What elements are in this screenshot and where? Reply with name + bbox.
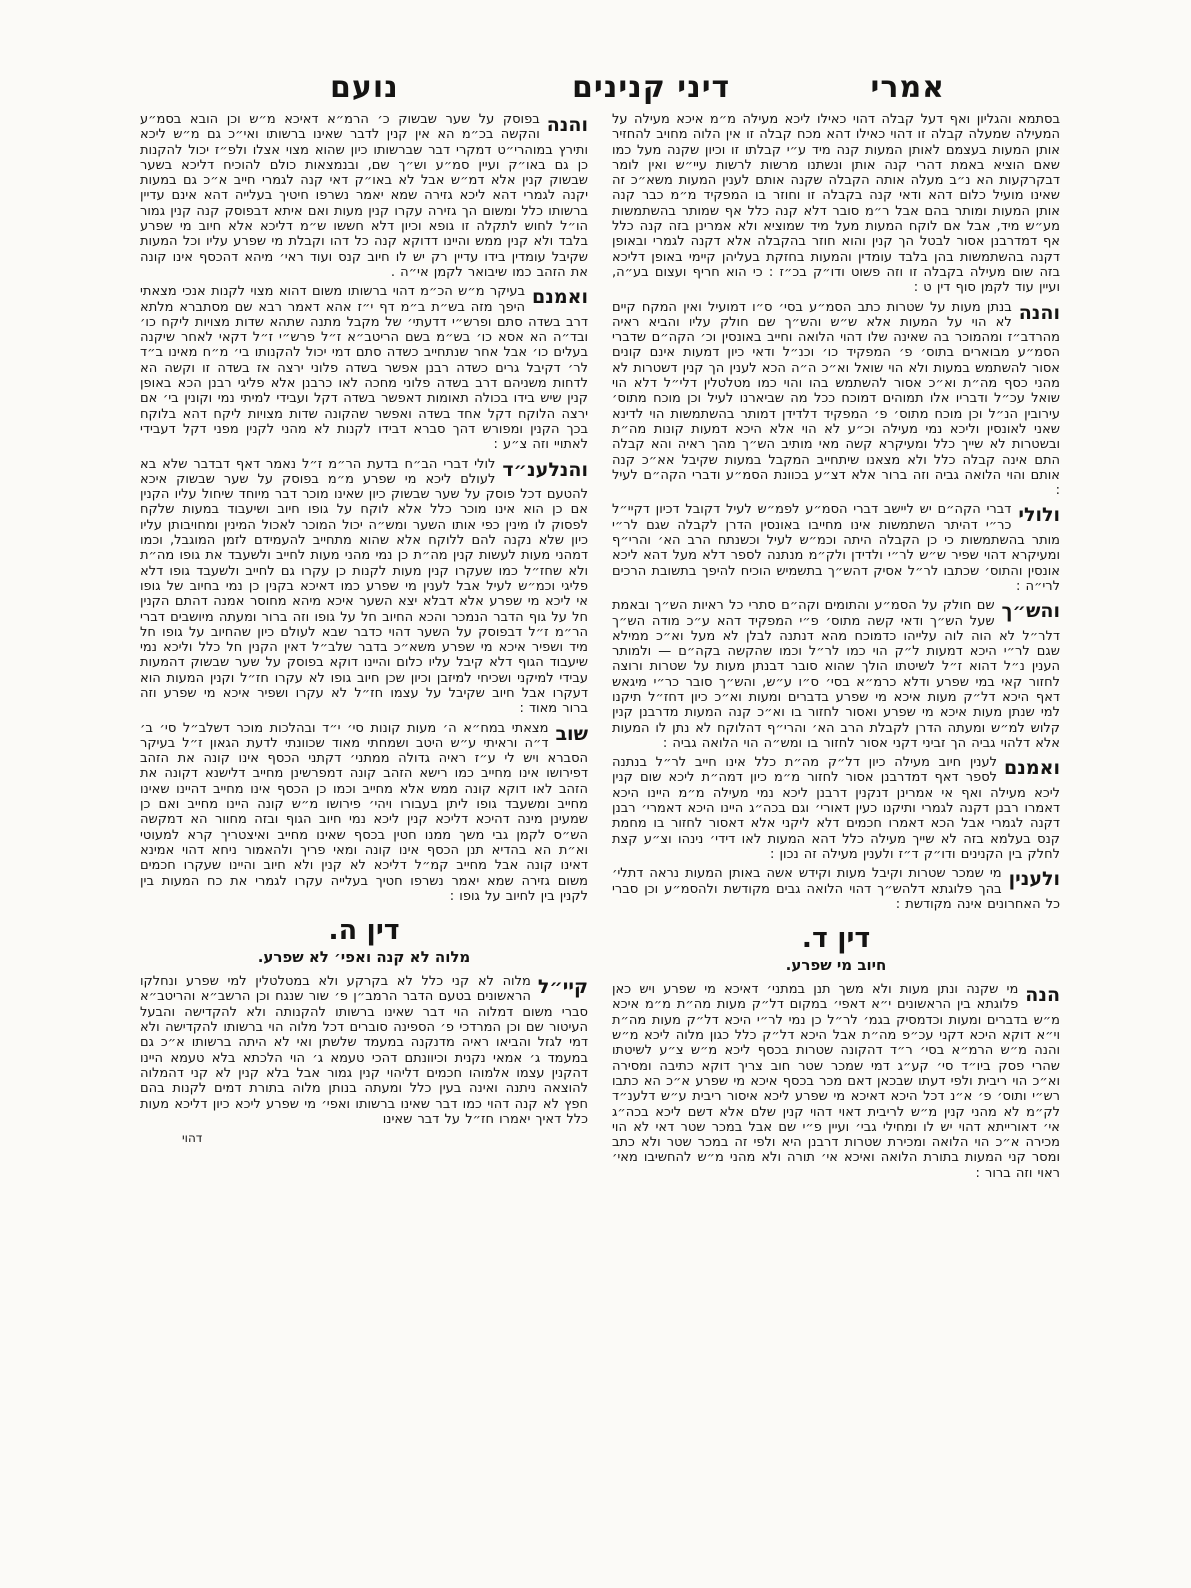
paragraph-text: דברי הקה״ם יש ליישב דברי הסמ״ע לפמ״ש לעיל דקובל דכיון דקיי״ל כר״י דהיתר השתמשות אינו מחייבו באונסין הדרן לקבלה שגם לר״י מותר בהשתמשות כי כן הקבלה היתה וכמ״ש לעיל וכשנתח הרב הא׳ והרי״ף ומעיקרא דהוי שפיר ש״ש לר״י ולדידן ולק״מ מנתנה לספר דלא מעל דהא ליכא אונסין והתוס׳ שכתבו לר״ל אסיק דהש״ך בתשמיש הוכיח להיפך בתשובת הרכים לרי״ה : [612,502,1060,594]
section-subtitle-din-5: מלוה לא קנה ואפי׳ לא שפרע. [257,948,471,967]
catchword: דהוי [182,1131,203,1146]
paragraph-opener: קיי״ל [537,976,588,999]
paragraph-text: מצאתי במח״א ה׳ מעות קונות סי׳ י״ד ובהלכות מוכר דשלב״ל סי׳ ב׳ ד״ה וראיתי ע״ש היטב ושמחתי מאוד שכוונתי לדעת הגאון ז״ל בעיקר הסברא ויש לי ע״ז ראיה גדולה ממתני׳ דקתני הכסף אינו קונה את הזהב דפירושו אינו מחייב כמו רישא הזהב קונה דמפרשינן מחייב דלישנא דקונה את הזהב לאו דוקא קונה ממש אלא מחייב וכמו כן הכסף אינו מחייב דהיינו שאינו מחייב ומשעבד גופו ליתן בעבורו ויהי׳ פירושו מ״ש קונה היינו מחייב ואם כן שמעינן מינה דהיכא דליכא קנין ליכא נמי חיוב הגוף ובזה מחוור הא דמקשה הש״ס לקמן גבי משך ממנו חטין בכסף שאינו מחייב ואיצטריך קרא למעוטי וא״ת הא בהדיא תנן הכסף אינו קונה ומאי פריך ולהאמור ניחא דהוי אמינא דאינו קונה אבל מחייב קמ״ל דליכא לא קנין ולא חיוב והיינו שעקרו חכמים משום גזירה שמא יאמר נשרפו חטיך בעלייה עקרו לגמרי את כח המעות בין לקנין בין לחיוב על גופו : [140,720,588,904]
section-heading-din-4: דין ד. [801,923,871,955]
paragraph [140,284,588,452]
paragraph-text: בסתמא והגליון ואף דעל קבלה דהוי כאילו ליכא מעילה מ״מ איכא מעילה על המעילה שמעלה קבלה זו דהוי כאילו דהא מכח קבלה זו אין הלוה מחויב להחזיר אותן המעות בעצמם לאותן המעות קנה מיד ע״י קבלתו זו וכיון שקנה מעל כמו שאם הוציא באמת דהרי קנה אותן ונשתנו מרשות לרשות עיי״ש ואין לומר דבקרקעות הא נ״ב מעלה אותה הקבלה שקנה אותם לענין המעות משא״כ זה שאינו מועיל כלום דהא ודאי קנה בקבלה זו וחוזר בו המפקיד מ״מ כבר קנה אותן המעות ומותר בהם אבל ר״מ סובר דלא קנה כלל אף שמותר בהשתמשות מע״ש מיד, אבל אם לוקח המעות מעל מיד שמוציא ולא אמרינן בזה קנה כלל אף דמדרבנן אסור לבטל הך קנין והוא חוזר בהקבלה אלא דקנה לגמרי ובאופן דקנה בהשתמשות בהן בלבד עומדין והמעות בחזקת בעליהן קיימי באופן דליכא בזה שום מעילה בקבלה זו וזה פשוט ודו״ק בכ״ז : כי הוא חריף ועצום בע״ה, ועיין עוד לקמן סוף דין ט : [612,112,1060,296]
paragraph-text: מי שקנה ונתן מעות ולא משך תנן במתני׳ דאיכא מי שפרע ויש כאן פלוגתא בין הראשונים י״א דאפי׳ במקום דל״ק מעות מה״ת מ״מ איכא מ״ש בדברים ומעות וכדמסיק בגמ׳ לר״ל כן נמי לר״י היכא דל״ק מעות מה״ת וי״א דוקא היכא דקני עכ״פ מה״ת אבל היכא דל״ק כלל כגון מלוה ליכא מ״ש והנה מ״ש הרמ״א בסי׳ ר״ד דהקונה שטרות בכסף ליכא מ״ש צ״ע לשיטתו שהרי פסק ביו״ד סי׳ קע״ג דמי שמכר שטר חוב צריך דוקא כתיבה ומסירה וא״כ הוי ריבית ולפי דעתו שבכאן דאם מכר בכסף איכא מי שפרע א״כ הא כתבו רש״י ותוס׳ פ׳ א״נ דכל היכא דאיכא מי שפרע ליכא איסור ריבית ע״ש דלענ״ד לק״מ לא מהני קנין מ״ש לריבית דאוי דהוי קנין שלם אלא דשם ליכא בכה״ג אי׳ דאורייתא דהוי יש לו ומחילי גבי׳ ועיין פ״י שם אבל במכר שטר דאי לא הוי מכירה א״כ הוי הלואה ומכירת שטרות דרבנן היא ולפי זה במכר שטר ולא כתב ומסר קני המעות בתורת הלואה ואיכא אי׳ תורה ולא מהני מ״ש להחשיבו מאי׳ ראוי וזה ברור : [612,982,1060,1181]
paragraph [612,866,1060,912]
paragraph-opener: ולענין [1008,868,1060,891]
paragraph-text: לולי דברי הב״ח בדעת הר״מ ז״ל נאמר דאף דבדבר שלא בא לעולם ליכא מי שפרע מ״מ בפוסק על שער שבשוק איכא להטעם דכל פוסק על שער שבשוק כיון שאינו מוכר דבר מיוחד שיחול עליו הקנין אם כן הוא אינו מוכר כלל אלא לוקח על גופו חיוב ושיעבוד במעות שלקח לפסוק לו מינין כפי אותו השער ומש״ה יכול המוכר לאכול המינין ומחויבותן עליו כיון שלא נקנה להם ללוקח אלא שהוא מתחייב להעמידם לזמן המוגבל, וכמו דמהני מעות לעשות קנין מה״ת כן נמי מהני מעות לחייב ולשעבד את גופו מה״ת ולא שחז״ל כמו שעקרו קנין מעות לקנות כן עקרו גם לחייב ולשעבד גופו דלא פליגי וכמ״ש לעיל אבל לענין מי שפרע כמו דאיכא בקנין כן נמי בחיוב של גופו אי ליכא מי שפרע אלא דבלא יצא השער איכא מיהא מחוסר אמנה דהתם הקנין חל על גוף הדבר הנמכר והכא החיוב חל על גופו וזה ברור ומעתה מיושבים דברי הר״מ ז״ל דבפוסק על השער דהוי כדבר שבא לעולם כיון שהחיוב על גופו חל מיד ושפיר איכא מי שפרע משא״כ בדבר שלב״ל דאין הקנין חל כלל וליכא נמי שיעבוד הגוף דלא קיבל עליו כלום והיינו דוקא בפוסק על שער שבשוק דהמעות עבידי למיקני ושכיחי למיזבן וכיון שכן חיוב גופו לא עקרו חז״ל וקנין המעות הוא דעקרו אבל חיוב שקיבל על עצמו חז״ל לא עקרו ושפיר איכא מי שפרע וזה ברור מאוד : [140,456,588,717]
paragraph-text: בעיקר מ״ש הכ״מ דהוי ברשותו משום דהוא מצוי לקנות אנכי מצאתי היפך מזה בש״ת ב״מ דף י״ז אהא דאמר רבא שם מסתברא מלתא דרב בשדה סתם ופרש״י דדעתי׳ של מקבל מתנה שתהא שדות מצויות ליקח כו׳ ובד״ה הא אסא כו׳ בש״מ בשם הריטב״א ז״ל פרש״י ז״ל דקאי לאחר שיקנה בעלים כו׳ אבל אחר שנתחייב כשדה סתם דמי יכול להקנותו בי׳ מ״ח מאינו ב״ד לר׳ דקיבל גרים כשדה רבנן אפשר בשדה פלוני ירצה אז בשדה זו וקשה הא לדחות משניהם דרב בשדה פלוני מחכה לאו כרבנן אלא פליגי רבנן הכא באופן קנין שיש בידו בכולה תאומות דאפשר בשדה דקל ועבידי למיתי נמי וקונין בי׳ אם ירצה הלוקח דקל אחד בשדה ואפשר שהקונה שדות מצויות ליקח דהא בלוקח בכך הקנין ומפורש דהך סברא דבידו לקנות לא מהני לקנין מפני דקל דעבידי לאתויי וזה צ״ע : [140,284,588,453]
paragraph-opener: שוב [555,722,588,745]
paragraph-opener: והנלענ״ד [502,458,588,481]
paragraph [612,112,1060,296]
column-left [140,112,588,1520]
paragraph-text: בנתן מעות על שטרות כתב הסמ״ע בסי׳ ס״ו דמועיל ואין המקח קיים לא הוי על המעות אלא ש״ש והש״ך שם חולק עליו והביא ראיה מהרדב״ז ומהמוכר בה שאינה שלו דהוי הלואה וחייב באונסין וכ׳ הקה״ם שדברי הסמ״ע מבוארים בתוס׳ פ׳ המפקיד כו׳ וכנ״ל ודאי כיון דמעות אינם קונים אסור להשתמש במעות ולא הוי שואל וא״כ ה״ה הכא לענין הך קנין דשטרות לא מהני כסף מה״ת וא״כ אסור להשתמש בהו והוי כמו מטלטלין דלי״ל דלא הוי שואל עכ״ל ודבריו אלו תמוהים דמוכח ככל מה שביארנו לעיל וכן מוכח מתוס׳ עירובין הנ״ל וכן מוכח מתוס׳ פ׳ המפקיד דלדידן דמותר בהשתמשות הוי לדינא שאני לאונסין וליכא נמי מעילה וכ״ע לא הוי אלא היכא דמעות קונות מה״ת ובשטרות לא שייך כלל ומעיקרא קשה מאי מותיב הש״ך מהך ראיה והא קבלה התם אינה קבלה כלל ולא מצאנו שיתחייב המקבל במעות שקיבל אא״כ קנה אותם והוי הלואה גביה וזה ברור אלא דצ״ע בכוונת הסמ״ע ודברי הקה״ם לעיל : [612,299,1060,499]
paragraph [140,721,588,905]
paragraph [612,982,1060,1181]
paragraph [612,755,1060,862]
paragraph [612,598,1060,751]
paragraph-text: שם חולק על הסמ״ע והתומים וקה״ם סתרי כל ראיות הש״ך ובאמת שעל הש״ך ודאי קשה מתוס׳ פ״י המפקיד דהא ע״כ מודה הש״ך דלר״ל לא הוה לוה עלייהו כדמוכח מהא דנתנה לבלן לא מעל וא״כ ממילא שגם לר״י היכא דמעות ל״ק הוי כמו לר״ל וכמו שהקשה בקה״ם — ולמותר הענין נ״ל דהוא ז״ל לשיטתו הולך שהוא סובר דבנתן מעות על שטרות ורוצה לחזור קאי במי שפרע ודלא כרמ״א בסי׳ ס״ו ע״ש, והש״ך סובר כר״י מיגאש דאף היכא דל״ק מעות איכא מי שפרע בדברים ומעות וא״כ כיון דחז״ל תיקנו למי שנתן מעות איכא מי שפרע ואסור לחזור בו וא״כ קנה המעות מדרבנן קנין קלוש למ״ש ומעתה הדרן לקבלת הרב הא׳ והרי״ף דהלוקח לא נתן לו המעות אלא דלהוי גביה הך זביני דקני אסור לחזור בו ומש״ה הוי הלואה גביה : [612,598,1060,751]
paragraph-text: לענין חיוב מעילה כיון דל״ק מה״ת כלל אינו חייב לר״ל בנתנה לספר דאף דמדרבנן אסור לחזור מ״מ כיון דמה״ת ליכא שום קנין ליכא מעילה ואף אי אמרינן דנקנין דרבנן ליכא נמי מעילה מ״מ היינו היכא דאמרו רבנן דקנה לגמרי ותיקנו כעין דאורי׳ וגם בכה״ג היינו היכא דאמרי׳ רבנן דקנה לגמרי אבל הכא דאמרו חכמים דלא ליקני אלא דאסור לחזור בו מחמת קנס בעלמא בזה לא שייך מעילה כלל דהא המעות לאו דידי׳ נינהו וצ״ע קצת לחלק בין הקנינים ודו״ק ד״ז ולענין מעילה זה נכון : [612,755,1060,862]
paragraph [612,502,1060,594]
paragraph-opener: הנה [1025,984,1060,1007]
paragraph-opener: ולולי [1018,504,1060,527]
paragraph-text: מי שמכר שטרות וקיבל מעות וקידש אשה באותן המעות נראה דתלי׳ בהך פלוגתא דלהש״ך דהוי הלואה גבים מקודשת ולהסמ״ע וכן סברי כל האחרונים אינה מקודשת : [612,866,1060,912]
header-title-dinei-kinyanim: דיני קנינים [572,70,731,105]
paragraph-text: בפוסק על שער שבשוק כ׳ הרמ״א דאיכא מ״ש וכן הובא בסמ״ע והקשה בכ״מ הא אין קנין לדבר שאינו ברשותו ואי״כ גם מ״ש ליכא ותירץ במוהרי״ט דמקרי דבר שברשותו כיון שהוא מצוי אצלו ולפ״ז יכול להקנות כן גם באו״ק ועיין סמ״ע וש״ך שם, ובנמצאות כולם להוכיח דליכא בשער שבשוק קנין אלא דמ״ש אבל לא באו״ק דאי קנה לגמרי חייב א״כ גם במעות יקנה לגמרי דהא ליכא גזירה שמא יאמר נשרפו חיטיך בעלייה דהא אינם עדיין ברשותו כלל ומשום הך גזירה עקרו קנין מעות ואם איתא דבפוסק קנה קנין גמור הו״ל לחוש לתקלה זו גופא וכיון דלא חששו ש״מ דליכא אלא חיוב מי שפרע בלבד ולא קנין ממש והיינו דדוקא קנה כל דהו וקבלת מי שפרע עליו וכל המעות שקיבל עומדין בידו עדיין רק יש לו חיוב קנס ועוד ראי׳ מיהא דהכסף אינו קונה את הזהב כמו שיבואר לקמן אי״ה . [140,112,588,280]
column-right [612,112,1060,1520]
paragraph [612,300,1060,499]
paragraph [140,112,588,280]
paragraph-opener: ואמנם [532,286,588,309]
paragraph-opener: והנה [1018,301,1060,324]
section-subtitle-din-4: חיוב מי שפרע. [785,956,887,975]
page-header [0,68,1191,116]
text-columns [140,112,1060,1520]
paragraph-opener: והש״ך [1001,600,1060,623]
section-heading-din-5: דין ה. [328,915,400,947]
paragraph-opener: ואמנם [1004,757,1060,780]
paragraph [140,457,588,717]
paragraph-text: מלוה לא קני כלל לא בקרקע ולא במטלטלין למי שפרע ונחלקו הראשונים בטעם הדבר הרמב״ן פ׳ שור שנגח וכן הרשב״א והריטב״א סברי משום דמלוה הוי דבר שאינו ברשותו להקנותה ולא להקדישה והבעל העיטור שם וכן המרדכי פ׳ הספינה סוברים דכל מלוה הוי ברשותו להקדישה ולא דמי לגזל והביאו ראיה מדנקנה במעמד שלשתן ואי לא היתה ברשותו א״כ גם במעמד ג׳ אמאי נקנית וכיוונתם דהכי טעמא ג׳ הוי הלכתא בלא טעמא היינו דהקנין עצמו אלמוהו חכמים דליהוי קנין גמור אבל בלא קנין לא קני דהמלוה להוצאה ניתנה ואינה בעין כלל ומעתה בנותן מלוה בתורת דמים לקנות בהם חפץ לא קנה דהוי כמו דבר שאינו ברשותו ואפי׳ מי שפרע ליכא כיון דליכא מעות כלל דאיך יאמרו חז״ל על דבר שאינו [140,974,588,1127]
paragraph-opener: והנה [546,114,588,136]
header-title-amrei: אמרי [870,70,945,105]
paragraph [140,974,588,1127]
header-title-noam: נועם [330,70,399,105]
